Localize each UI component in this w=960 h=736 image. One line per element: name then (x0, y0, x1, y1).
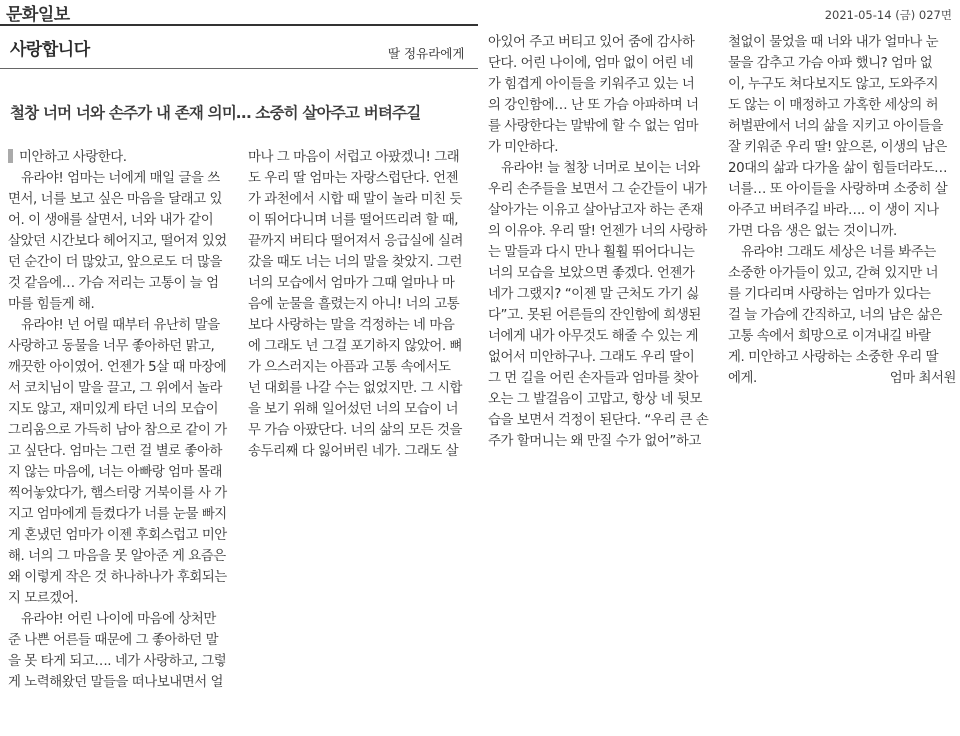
article-text-line: 을 못 타게 되고…. 네가 사랑하고, 그렇 (8, 654, 227, 669)
article-text-span: 미안하고 사랑한다. (19, 150, 127, 165)
article-headline: 철창 너머 너와 손주가 내 존재 의미… 소중히 살아주고 버텨주길 (10, 104, 421, 122)
article-text-line (728, 368, 956, 389)
article-text-line: 지 않는 마음에, 너는 아빠랑 엄마 몰래 (8, 465, 222, 480)
article-text-line: 마를 힘들게 해. (8, 297, 95, 312)
article-text-line: 네가 그랬지? “이젠 말 근처도 가기 싫 (488, 287, 699, 302)
article-text-line: 게. 미안하고 사랑하는 소중한 우리 딸 (728, 350, 939, 365)
article-text-line: 지고 엄마에게 들켰다가 너를 눈물 빠지 (8, 507, 227, 522)
article-text-line: 게 혼냈던 엄마가 이젠 후회스럽고 미안 (8, 528, 227, 543)
article-text-line: 오는 그 발걸음이 고맙고, 항상 네 뒷모 (488, 392, 702, 407)
article-text-line: 어. 이 생애를 살면서, 너와 내가 같이 (8, 213, 214, 228)
article-text-line: 면서, 너를 보고 싶은 마음을 달래고 있 (8, 192, 222, 207)
article-text-line: 를 기다리며 사랑하는 엄마가 있다는 (728, 287, 931, 302)
article-text-line: 유라야! 엄마는 너에게 매일 글을 쓰 (8, 171, 220, 186)
article-text-line: 의 강인함에… 난 또 가슴 아파하며 너 (488, 98, 699, 113)
lead-marker (8, 149, 13, 163)
article-text-line: 지도 않고, 재미있게 타던 너의 모습이 (8, 402, 219, 417)
article-text-line: 송두리째 다 잃어버린 네가. 그래도 살 (248, 444, 459, 459)
article-text-line: 끝까지 버티다 떨어져서 응급실에 실려 (248, 234, 463, 249)
article-text-line: 사랑하고 동물을 너무 좋아하던 맑고, (8, 339, 215, 354)
article-text-line: 무 가슴 아팠단다. 너의 삶의 모든 것을 (248, 423, 462, 438)
article-text-line: 보다 사랑하는 말을 걱정하는 네 마음 (248, 318, 455, 333)
article-text-line: 그 먼 길을 어린 손자들과 엄마를 찾아 (488, 371, 699, 386)
article-text-line: 도 우리 딸 엄마는 자랑스럽단다. 언젠 (248, 171, 459, 186)
article-text-line: 가 으스러지는 아픔과 고통 속에서도 (248, 360, 451, 375)
newspaper-masthead: 문화일보 (6, 5, 70, 25)
article-text-line: 유라야! 늘 철창 너머로 보이는 너와 (488, 161, 700, 176)
article-text-line: 왜 이렇게 작은 것 하나하나가 후회되는 (8, 570, 227, 585)
article-text-line: 주가 할머니는 왜 만질 수가 없어”하고 (488, 434, 701, 449)
article-text-line: 가면 다음 생은 없는 것이니까. (728, 224, 897, 239)
section-header-rule-bottom (0, 68, 478, 69)
article-text-line: 잘 키워준 우리 딸! 앞으론, 이생의 남은 (728, 140, 947, 155)
article-text-line: 다”고. 못된 어른들의 잔인함에 희생된 (488, 308, 701, 323)
article-text-line: 마나 그 마음이 서럽고 아팠겠니! 그래 (248, 150, 460, 165)
article-text-line: 철없이 물었을 때 너와 내가 얼마나 눈 (728, 35, 939, 50)
article-text-line: 찍어놓았다가, 햄스터랑 거북이를 사 가 (8, 486, 227, 501)
article-text-line: 고통 속에서 희망으로 이겨내길 바랄 (728, 329, 931, 344)
article-text-line: 그리움으로 가득히 남아 참으로 같이 가 (8, 423, 227, 438)
article-text-line: 단다. 어린 나이에, 엄마 없이 어린 네 (488, 56, 694, 71)
article-text-line: 을 보기 위해 일어섰던 너의 모습이 너 (248, 402, 459, 417)
article-text-line: 우리 손주들을 보면서 그 순간들이 내가 (488, 182, 707, 197)
article-text-line: 물을 감추고 가슴 아파 했니? 엄마 없 (728, 56, 933, 71)
article-text-line: 소중한 아가들이 있고, 갇혀 있지만 너 (728, 266, 939, 281)
article-text-line: 살았던 시간보다 헤어지고, 떨어져 있었 (8, 234, 227, 249)
article-text-line: 유라야! 그래도 세상은 너를 봐주는 (728, 245, 936, 260)
author-signature: 엄마 최서원 (889, 371, 956, 386)
article-text-line: 해. 너의 그 마음을 못 알아준 게 요즘은 (8, 549, 226, 564)
article-text-line: 너의 모습에서 엄마가 그때 얼마나 마 (248, 276, 455, 291)
article-text-line: 아주고 버텨주길 바라…. 이 생이 지나 (728, 203, 939, 218)
article-text-line: 이, 누구도 쳐다보지도 않고, 도와주지 (728, 77, 939, 92)
article-column-3 (488, 32, 720, 452)
article-text-span: 에게. (728, 371, 757, 386)
article-text-line: 허벌판에서 너의 삶을 지키고 아이들을 (728, 119, 943, 134)
article-column-4 (728, 32, 956, 389)
article-text-line: 를 사랑한다는 말밖에 할 수 없는 엄마 (488, 119, 699, 134)
article-text-line: 없어서 미안하구나. 그래도 우리 딸이 (488, 350, 695, 365)
article-text-line (8, 147, 240, 168)
article-text-line: 지 모르겠어. (8, 591, 79, 606)
article-text-line: 너의 모습을 보았으면 좋겠다. 언젠가 (488, 266, 695, 281)
article-text-line: 음에 눈물을 흘렸는지 아니! 너의 고통 (248, 297, 460, 312)
article-text-line: 게 노력해왔던 말들을 떠나보내면서 얼 (8, 675, 223, 690)
letter-recipient: 딸 정유라에게 (388, 46, 465, 61)
article-text-line: 가 힘겹게 아이들을 키워주고 있는 너 (488, 77, 695, 92)
article-text-line: 습을 보면서 걱정이 된단다. “우리 큰 손 (488, 413, 709, 428)
article-text-line: 너를… 또 아이들을 사랑하며 소중히 살 (728, 182, 948, 197)
article-text-line: 서 코치님이 말을 끌고, 그 위에서 놀라 (8, 381, 222, 396)
article-text-line: 의 이유야. 우리 딸! 언젠가 너의 사랑하 (488, 224, 707, 239)
article-column-1 (8, 147, 240, 693)
section-title: 사랑합니다 (10, 40, 90, 60)
article-text-line: 넌 대회를 나갈 수는 없었지만. 그 시합 (248, 381, 462, 396)
article-text-line: 던 순간이 더 많았고, 앞으로도 더 많을 (8, 255, 222, 270)
article-text-line: 것 같음에… 가슴 저리는 고통이 늘 엄 (8, 276, 219, 291)
issue-dateline: 2021-05-14 (금) 027면 (824, 8, 952, 22)
article-text-line: 깨끗한 아이였어. 언젠가 5살 때 마장에 (8, 360, 227, 375)
article-text-line: 20대의 삶과 다가올 삶이 힘들더라도… (728, 161, 948, 176)
article-text-line: 준 나쁜 어른들 때문에 그 좋아하던 말 (8, 633, 219, 648)
article-text-line: 에 그래도 넌 그걸 포기하지 않았어. 뼈 (248, 339, 462, 354)
article-text-line: 가 과천에서 시합 때 말이 놀라 미친 듯 (248, 192, 462, 207)
article-text-line: 고 싶단다. 엄마는 그런 걸 별로 좋아하 (8, 444, 222, 459)
article-text-line: 유라야! 어린 나이에 마음에 상처만 (8, 612, 216, 627)
article-text-line: 너에게 내가 아무것도 해줄 수 있는 게 (488, 329, 699, 344)
article-text-line: 가 미안하다. (488, 140, 559, 155)
article-text-line: 는 말들과 다시 만나 훨훨 뛰어다니는 (488, 245, 695, 260)
article-text-line: 아있어 주고 버티고 있어 줌에 감사하 (488, 35, 695, 50)
article-text-line: 도 않는 이 매정하고 가혹한 세상의 허 (728, 98, 939, 113)
article-text-line: 이 뛰어다니며 너를 떨어뜨리려 할 때, (248, 213, 459, 228)
article-text-line: 유라야! 넌 어릴 때부터 유난히 말을 (8, 318, 220, 333)
article-column-2 (248, 147, 480, 462)
article-text-line: 살아가는 이유고 살아남고자 하는 존재 (488, 203, 703, 218)
article-text-line: 걸 늘 가슴에 간직하고, 너의 남은 삶은 (728, 308, 942, 323)
article-text-line: 갔을 때도 너는 너의 말을 찾았지. 그런 (248, 255, 462, 270)
